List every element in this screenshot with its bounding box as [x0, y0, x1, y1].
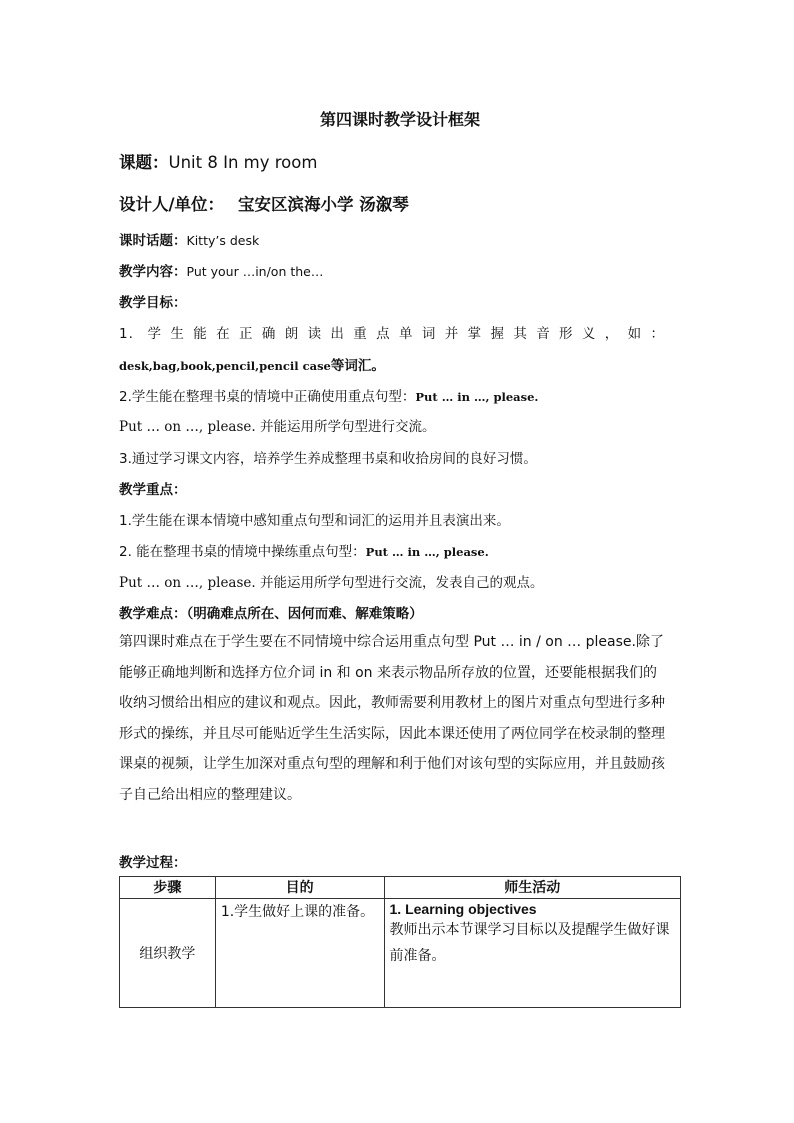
- key-point-2-pattern-a: Put … in …, please.: [365, 545, 489, 559]
- header-step: 步骤: [120, 877, 216, 899]
- difficulty-paragraph: 第四课时难点在于学生要在不同情境中综合运用重点句型 Put … in / on … please.除了能够正确地判断和选择方位介词 in 和 on 来表示物品所存放的位置，还要能根据我们的收纳习惯给出相应的建议和观点。因此，教师需要利用教材上的图片对重点句型进行多种形式的操练，并且尽可能贴近学生生活实际，因此本课还使用了两位同学在校录制的整理课桌的视频，让学生加深对重点句型的理解和利于他们对该句型的实际应用，并且鼓励孩子自己给出相应的整理建议。: [119, 634, 665, 803]
- topic-label: 课题：: [119, 153, 169, 172]
- key-point-1: 1.学生能在课本情境中感知重点句型和词汇的运用并且表演出来。: [119, 513, 510, 529]
- topic-value: Unit 8 In my room: [168, 153, 318, 172]
- table-row: [120, 899, 681, 1008]
- key-points-heading: 教学重点：: [119, 482, 187, 498]
- lesson-topic-value: Kitty’s desk: [186, 233, 260, 248]
- step-cell: 组织教学: [120, 899, 216, 1008]
- key-point-2-line-a: 2. 能在整理书桌的情境中操练重点句型：Put … in …, please.: [119, 544, 489, 560]
- designer-label: 设计人/单位：: [119, 195, 225, 214]
- purpose-cell: 1.学生做好上课的准备。: [215, 899, 384, 1008]
- content-line: [119, 260, 323, 280]
- objective-2-line-b: Put … on …, please. 并能运用所学句型进行交流。: [119, 419, 436, 435]
- objectives-heading: 教学目标：: [119, 295, 187, 311]
- content-value: Put your …in/on the…: [186, 264, 324, 279]
- objective-1-line-b: [119, 354, 385, 374]
- lesson-topic-line: [119, 229, 259, 249]
- topic-line: [119, 149, 317, 173]
- objective-3-line: 3.通过学习课文内容，培养学生养成整理书桌和收拾房间的良好习惯。: [119, 451, 537, 467]
- activity-title: 1. Learning objectives: [389, 901, 537, 917]
- activity-text: 教师出示本节课学习目标以及提醒学生做好课前准备。: [389, 922, 670, 964]
- header-activity: 师生活动: [384, 877, 680, 899]
- objective-1-words: desk,bag,book,pencil,pencil case: [119, 359, 331, 373]
- process-table: [119, 876, 681, 1008]
- designer-value: 宝安区滨海小学 汤溆琴: [238, 195, 409, 214]
- document-title: 第四课时教学设计框架: [319, 110, 480, 129]
- content-label: 教学内容：: [119, 264, 187, 280]
- objective-1-suffix: 等词汇。: [330, 358, 385, 374]
- difficulty-heading: 教学难点：（明确难点所在、因何而难、解难策略）: [119, 606, 423, 622]
- process-heading: 教学过程：: [119, 855, 187, 871]
- table-header-row: [120, 877, 681, 899]
- activity-cell: [384, 899, 680, 1008]
- objective-2-line-a: 2.学生能在整理书桌的情境中正确使用重点句型：Put … in …, please.: [119, 389, 539, 405]
- designer-line: [119, 191, 409, 215]
- objective-1-line-a: 1. 学生能在正确朗读出重点单词并掌握其音形义，如：: [119, 326, 665, 342]
- header-purpose: 目的: [215, 877, 384, 899]
- key-point-2-line-b: Put … on …, please. 并能运用所学句型进行交流，发表自己的观点。: [119, 575, 544, 591]
- objective-2-pattern-b: Put … on …, please.: [119, 419, 256, 435]
- objective-2-pattern-a: Put … in …, please.: [415, 390, 539, 404]
- lesson-topic-label: 课时话题：: [119, 233, 187, 249]
- key-point-2-pattern-b: Put … on …, please.: [119, 575, 256, 591]
